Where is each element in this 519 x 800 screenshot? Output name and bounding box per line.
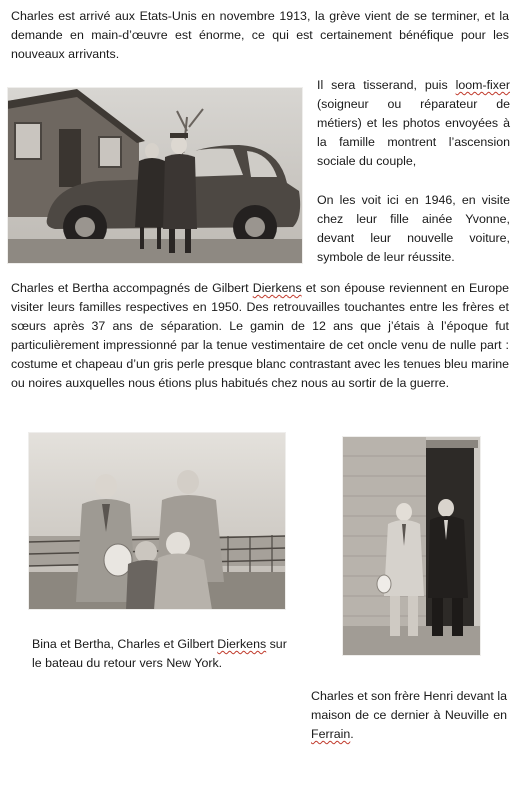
photo-brothers-at-house [342, 436, 481, 656]
profession-paragraph [317, 76, 510, 171]
photo-couple-with-car [7, 87, 303, 264]
dierkens-caption-name: Dierkens [217, 637, 267, 651]
photo-group-on-boat [28, 432, 286, 610]
boat-caption-start: Bina et Bertha, Charles et Gilbert [32, 637, 218, 651]
dierkens-name: Dierkens [252, 281, 302, 295]
profession-text-start: Il sera tisserand, puis [317, 78, 456, 92]
house-photo-caption [311, 687, 507, 744]
house-caption-start: Charles et son frère Henri devant la maison de ce dernier à Neuville en [311, 689, 507, 722]
boat-photo-caption [32, 635, 292, 673]
visit-paragraph: On les voit ici en 1946, en visite chez leur fille ainée Yvonne, devant leur nouvelle voiture, symbole de leur réussite. [317, 193, 510, 264]
boat-caption-end: sur le bateau du retour vers New York. [32, 637, 287, 670]
return-text-end: et son épouse reviennent en Europe visiter leurs familles respectives en 1950. Des retrouvailles touchantes entre les frères et sœurs après 37 ans de séparation. Le gamin de 12 ans que j’étais à l’époque fut particulièrement impressionné par la tenue vestimentaire de cet oncle venu de nulle part : costume et chapeau d’un gris perle presque blanc contrastant avec les tenues bleu marine ou noires auxquelles nous étions plus habitués chez nous au sortir de la guerre. [11, 281, 509, 390]
loom-fixer-term: loom-fixer [455, 78, 510, 92]
intro-paragraph: Charles est arrivé aux Etats-Unis en novembre 1913, la grève vient de se terminer, et la demande en main-d’œuvre est énorme, ce qui est certainement bénéfique pour les nouveaux arrivants. [11, 9, 509, 61]
return-europe-paragraph [11, 279, 509, 393]
profession-text-end: (soigneur ou réparateur de métiers) et les photos envoyées à la famille montrent l’ascension sociale du couple, [317, 97, 510, 168]
ferrain-place-name: Ferrain [311, 727, 351, 741]
return-text-start: Charles et Bertha accompagnés de Gilbert [11, 281, 253, 295]
house-caption-end: . [350, 727, 354, 741]
